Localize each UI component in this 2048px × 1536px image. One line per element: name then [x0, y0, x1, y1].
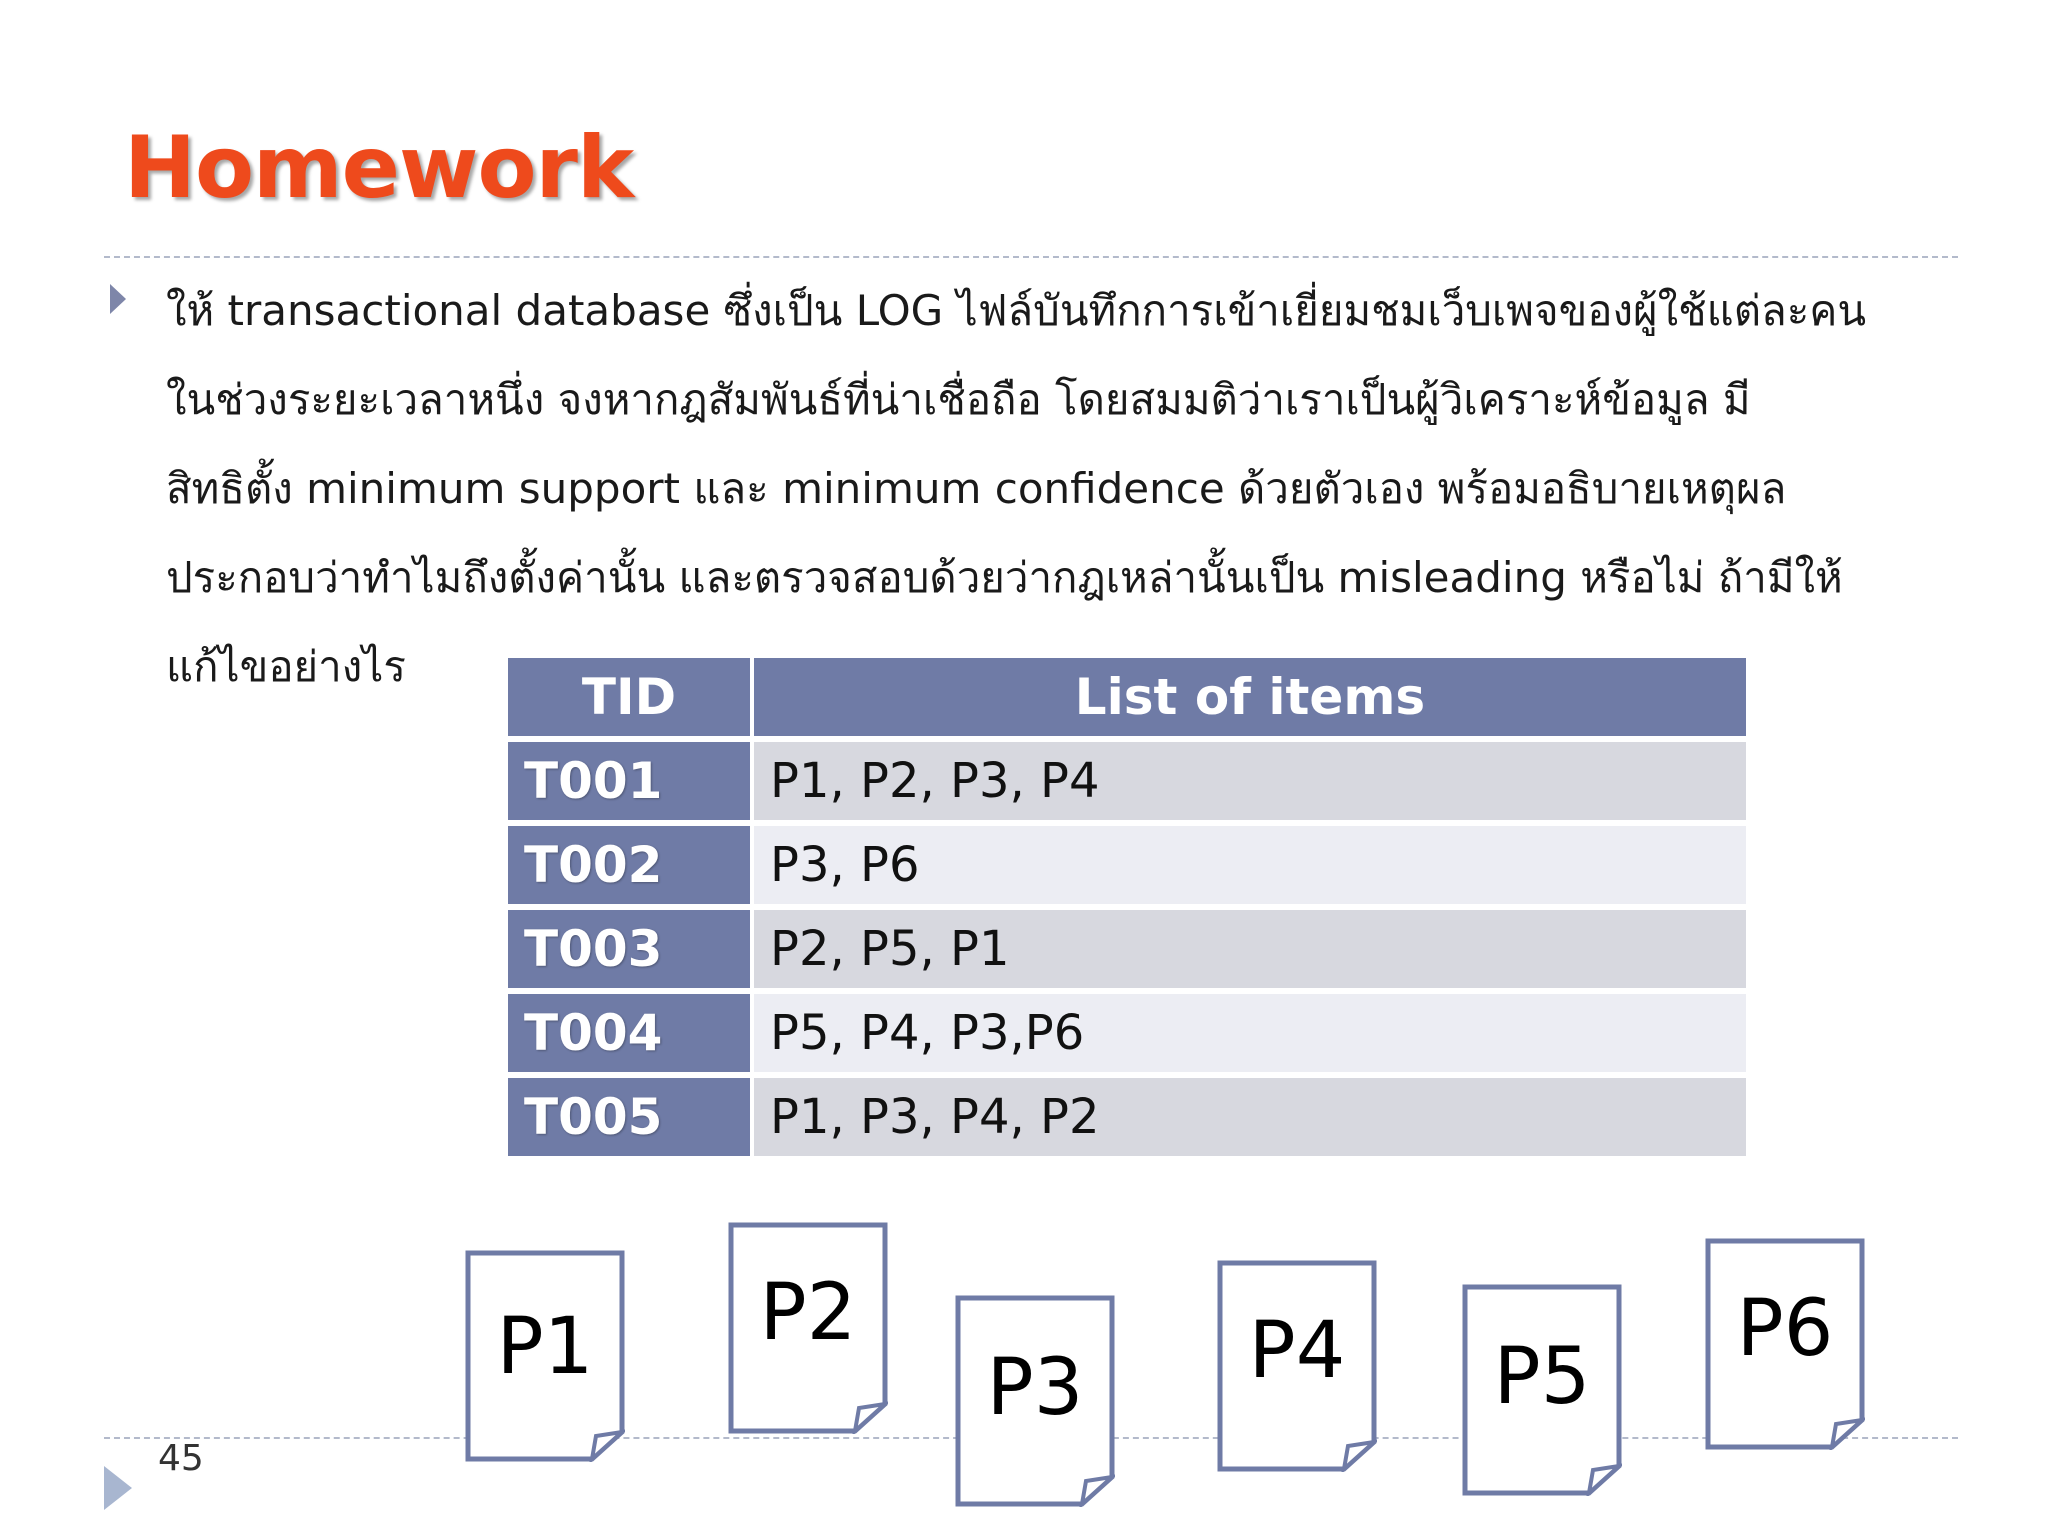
instruction-line: ประกอบว่าทำไมถึงตั้งค่านั้น และตรวจสอบด้วยว่ากฎเหล่านั้นเป็น misleading หรือไม่ ถ้ามีให้	[166, 553, 1843, 602]
items-header: List of items	[754, 658, 1746, 736]
page-label: P2	[759, 1268, 857, 1358]
page-label: P1	[496, 1302, 594, 1392]
page-label: P5	[1493, 1332, 1591, 1422]
items-cell: P2, P5, P1	[754, 910, 1746, 988]
top-divider	[104, 256, 1958, 258]
page-p3-icon	[955, 1295, 1115, 1507]
items-cell: P5, P4, P3,P6	[754, 994, 1746, 1072]
page-p6-icon	[1705, 1238, 1865, 1450]
footer-arrow-icon	[104, 1466, 132, 1510]
page-p2-icon	[728, 1222, 888, 1434]
instruction-line: ในช่วงระยะเวลาหนึ่ง จงหากฎสัมพันธ์ที่น่าเชื่อถือ โดยสมมติว่าเราเป็นผู้วิเคราะห์ข้อมูล มี	[166, 375, 1751, 424]
instruction-line: สิทธิตั้ง minimum support และ minimum confidence ด้วยตัวเอง พร้อมอธิบายเหตุผล	[166, 464, 1787, 513]
instruction-line: แก้ไขอย่างไร	[166, 642, 406, 691]
tid-cell: T003	[508, 910, 754, 988]
page-p1-icon	[465, 1250, 625, 1462]
items-cell: P1, P2, P3, P4	[754, 742, 1746, 820]
table-row	[508, 994, 1746, 1072]
table-row	[508, 1078, 1746, 1156]
homework-instructions	[166, 266, 1926, 711]
tid-cell: T001	[508, 742, 754, 820]
tid-cell: T005	[508, 1078, 754, 1156]
items-cell: P1, P3, P4, P2	[754, 1078, 1746, 1156]
items-cell: P3, P6	[754, 826, 1746, 904]
tid-cell: T002	[508, 826, 754, 904]
transaction-table	[508, 652, 1746, 1162]
page-label: P3	[986, 1343, 1084, 1433]
table-row	[508, 826, 1746, 904]
page-p5-icon	[1462, 1284, 1622, 1496]
page-p4-icon	[1217, 1260, 1377, 1472]
slide-title: Homework	[124, 118, 634, 218]
table-row	[508, 742, 1746, 820]
page-label: P6	[1736, 1284, 1834, 1374]
table-row	[508, 910, 1746, 988]
table-header-row	[508, 658, 1746, 736]
tid-cell: T004	[508, 994, 754, 1072]
instruction-line: ให้ transactional database ซึ่งเป็น LOG ไฟล์บันทึกการเข้าเยี่ยมชมเว็บเพจของผู้ใช้แต่ละคน	[166, 286, 1867, 335]
tid-header: TID	[508, 658, 754, 736]
bullet-arrow-icon	[110, 284, 126, 314]
page-label: P4	[1248, 1306, 1346, 1396]
page-number: 45	[158, 1438, 204, 1479]
